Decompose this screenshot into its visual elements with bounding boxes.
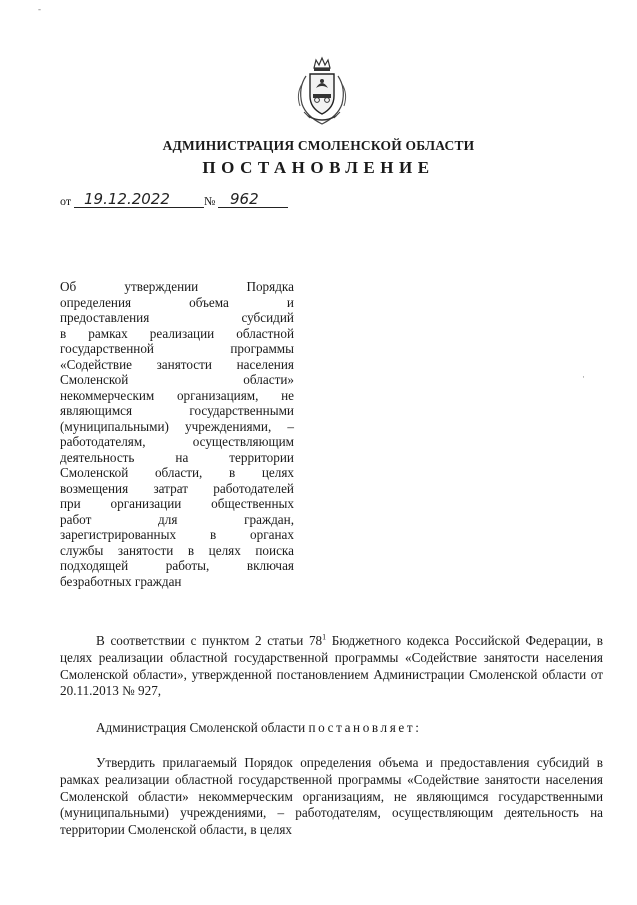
- subject-line: работ для граждан,: [60, 511, 294, 527]
- subject-line: (муниципальными) учреждениями, –: [60, 418, 294, 434]
- subject-line: работодателям, осуществляющим: [60, 434, 294, 449]
- number-label: №: [204, 194, 216, 208]
- coat-of-arms-emblem: [292, 54, 352, 128]
- subject-line: безработных граждан: [60, 573, 182, 589]
- p1-text-end: Бюджетного кодекса Российской Федерации, в целях реализации областной государственной программы «Содействие занятости населения Смоленской области», утвержденной постановлением Администрации Смоленской области от 20.11.2013 № 927,: [60, 633, 603, 699]
- body-paragraph-2: [60, 720, 603, 737]
- scan-speck: -: [38, 4, 41, 14]
- subject-line: определения объема и: [60, 294, 294, 310]
- date-handwritten: 19.12.2022: [84, 190, 170, 208]
- subject-line: Смоленской области»: [60, 372, 294, 387]
- subject-line: некоммерческим организациям, не: [60, 387, 294, 403]
- body-paragraph-1: [60, 633, 603, 700]
- subject-line: Об утверждении Порядка: [60, 279, 294, 294]
- subject-line: при организации общественных: [60, 496, 294, 511]
- subject-line: возмещения затрат работодателей: [60, 480, 294, 496]
- subject-line: государственной программы: [60, 341, 294, 356]
- date-number-line: [60, 190, 300, 212]
- subject-line: являющимся государственными: [60, 403, 294, 418]
- subject-line: «Содействие занятости населения: [60, 356, 294, 372]
- document-type-title: ПОСТАНОВЛЕНИЕ: [202, 158, 435, 177]
- subject-line: предоставления субсидий: [60, 310, 294, 325]
- p1-text-start: В соответствии с пунктом 2 статьи 78: [96, 633, 323, 648]
- subject-line: деятельность на территории: [60, 449, 294, 465]
- organization-name: АДМИНИСТРАЦИЯ СМОЛЕНСКОЙ ОБЛАСТИ: [162, 138, 475, 153]
- date-label: от: [60, 194, 72, 208]
- subject-line: зарегистрированных в органах: [60, 527, 294, 542]
- subject-block: [60, 279, 294, 589]
- p2-prefix: Администрация Смоленской области: [96, 720, 309, 735]
- body-paragraph-3: [60, 755, 603, 839]
- p3-text: Утвердить прилагаемый Порядок определения объема и предоставления субсидий в рамках реализации областной государственной программы «Содействие занятости населения Смоленской области» некоммерческим организациям, не являющимся государственными (муниципальными) учреждениями, – работодателям, осуществляющим деятельность на территории Смоленской области, в целях: [60, 755, 603, 838]
- subject-line: службы занятости в целях поиска: [60, 542, 294, 558]
- p2-resolves: постановляет:: [308, 720, 422, 735]
- subject-line: в рамках реализации областной: [60, 325, 294, 341]
- number-handwritten: 962: [230, 190, 259, 208]
- subject-line: подходящей работы, включая: [60, 558, 294, 573]
- scan-speck: ·: [582, 372, 585, 382]
- p1-superscript: 1: [322, 632, 327, 642]
- subject-line: Смоленской области, в целях: [60, 465, 294, 480]
